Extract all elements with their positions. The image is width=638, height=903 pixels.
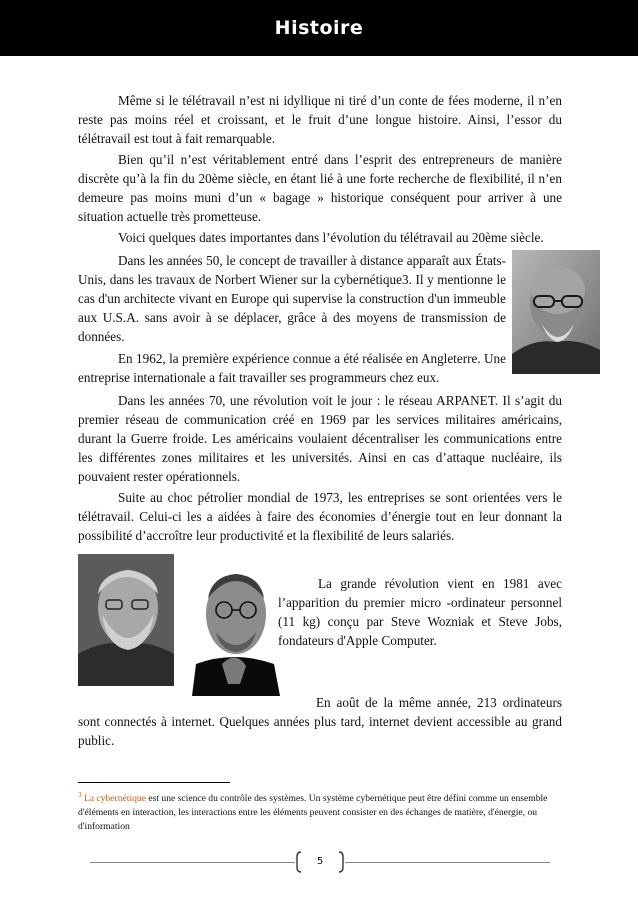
footnote-number: 3: [78, 791, 82, 799]
paragraph-dates-intro: Voici quelques dates importantes dans l’évolution du télétravail au 20ème siècle.: [118, 230, 544, 245]
paragraph-1962: En 1962, la première expérience connue a été réalisée en Angleterre. Une entreprise internationale a fait travailler ses programmeurs chez eux.: [78, 351, 506, 385]
page-number: 5: [316, 856, 324, 867]
footer-line-left: [90, 862, 295, 863]
paragraph-arpanet: Dans les années 70, une révolution voit le jour : le réseau ARPANET. Il s’agit du premier réseau de communication créé en 1969 par les services militaires américains, durant la Guerre froide. Les américains voulaient décentraliser les communications entre les différentes zones militaires et les universités. Ainsi en cas d’attaque nucléaire, ils pouvaient rester opérationnels.: [78, 393, 562, 484]
paragraph-internet: En août de la même année, 213 ordinateurs sont connectés à internet. Quelques années plus tard, internet devient accessible au grand public.: [78, 695, 562, 748]
footnote-divider: [78, 782, 230, 783]
steve-jobs-photo: [182, 554, 288, 696]
page-header: [0, 0, 638, 56]
footnote-term: La cybernétique: [83, 793, 146, 805]
header-title: Histoire: [274, 17, 364, 39]
footer-line-right: [345, 862, 550, 863]
footnote: [78, 788, 562, 834]
paragraph-oil-crisis: Suite au choc pétrolier mondial de 1973, les entreprises se sont orientées vers le télétravail. Celui-ci les a aidées à faire des économies d’énergie tout en leur donnant la possibilité d’accroître leur productivité et la flexibilité de leurs salariés.: [78, 490, 562, 543]
norbert-wiener-photo: [512, 250, 600, 374]
footnote-text: est une science du contrôle des systèmes. Un système cybernétique peut être défini comme un ensemble d'éléments en interaction, les interactions entre les éléments peuvent consister en des échanges de matière, d'énergie, ou d'information: [78, 793, 548, 833]
paragraph-entrepreneurs: Bien qu’il n’est véritablement entré dans l’esprit des entrepreneurs de manière discrète qu’à la fin du 20ème siècle, en étant lié à une forte recherche de flexibilité, il n’en demeure pas moins muni d’un « bagage » historique conséquent pour arriver à une situation actuelle très prometteuse.: [78, 152, 562, 224]
paragraph-intro: Même si le télétravail n’est ni idyllique ni tiré d’un conte de fées moderne, il n’en reste pas moins réel et croissant, et le fruit d’une longue histoire. Ainsi, l’essor du télétravail est tout à fait remarquable.: [78, 93, 562, 146]
paragraph-1981: La grande révolution vient en 1981 avec l’apparition du premier micro -ordinateur personnel (11 kg) conçu par Steve Wozniak et Steve Jobs, fondateurs d'Apple Computer.: [278, 576, 562, 648]
paragraph-1950s: Dans les années 50, le concept de travailler à distance apparaît aux États-Unis, dans les travaux de Norbert Wiener sur la cybernétique3. Il y mentionne le cas d'un architecte vivant en Europe qui supervise la construction d'un immeuble aux U.S.A. sans avoir à se déplacer, grâce à des moyens de transmission de données.: [78, 253, 506, 344]
steve-wozniak-photo: [78, 554, 174, 686]
